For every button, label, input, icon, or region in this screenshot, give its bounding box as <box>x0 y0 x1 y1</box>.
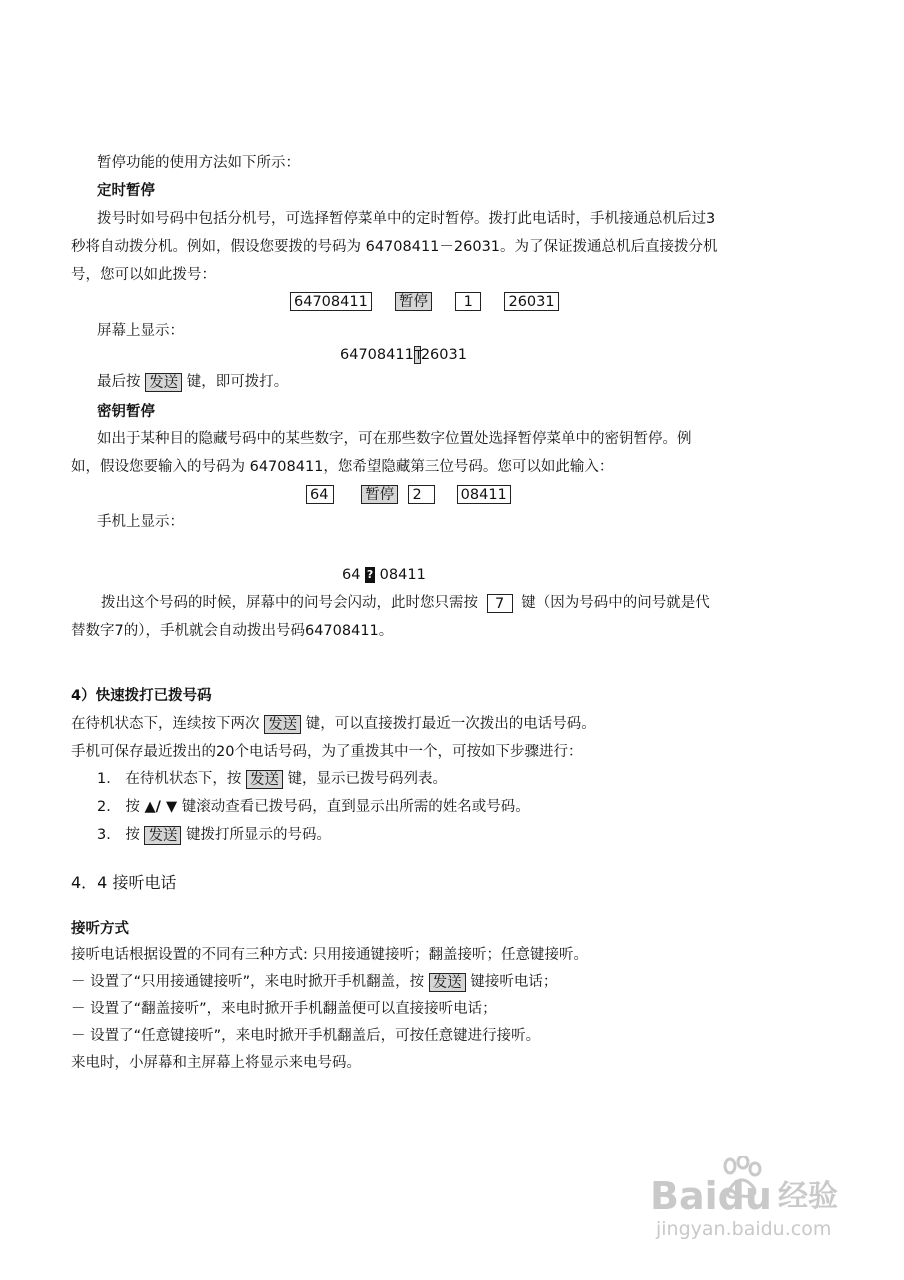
timed-pause-line-3: 号，您可以如此拨号： <box>71 267 216 283</box>
key-pause-line-1: 如出于某种目的隐藏号码中的某些数字，可在那些数字位置处选择暂停菜单中的密钥暂停。例 <box>97 431 692 447</box>
key-extension: 26031 <box>504 292 558 311</box>
timed-pause-line-1: 拨号时如号码中包括分机号，可选择暂停菜单中的定时暂停。拨打此电话时，手机接通总机后过3 <box>97 211 716 227</box>
screen-shows-label: 屏幕上显示： <box>97 323 184 339</box>
key-number-main: 64708411 <box>290 292 372 311</box>
key-pause-line-2: 如，假设您要输入的号码为 64708411，您希望隐藏第三位号码。您可以如此输入： <box>71 459 614 475</box>
send-key: 发送 <box>429 973 466 992</box>
quick-redial-heading: 4）快速拨打已拨号码 <box>71 688 212 704</box>
answer-intro: 接听电话根据设置的不同有三种方式: 只用接通键接听；翻盖接听；任意键接听。 <box>71 947 588 963</box>
baidu-watermark <box>650 1160 860 1240</box>
key-seven: 7 <box>487 594 513 613</box>
key-prefix: 64 <box>306 485 334 504</box>
watermark-brand-cn: 经验 <box>778 1179 838 1214</box>
quick-redial-line-2: 手机可保存最近拨出的20个电话号码，为了重拨其中一个，可按如下步骤进行： <box>71 744 583 760</box>
key-pause-sequence <box>306 484 511 504</box>
key-pause-heading: 密钥暂停 <box>97 404 155 420</box>
send-key: 发送 <box>144 826 181 845</box>
key-suffix: 08411 <box>457 485 511 504</box>
answer-item-1: － 设置了“只用接通键接听”，来电时掀开手机翻盖，按 发送 键接听电话； <box>71 974 558 991</box>
quick-redial-line-1: 在待机状态下，连续按下两次 发送 键，可以直接拨打最近一次拨出的电话号码。 <box>71 716 596 733</box>
timed-screen-display <box>340 345 467 365</box>
final-send-line: 最后按 发送 键，即可拨打。 <box>97 374 289 391</box>
answer-item-3: － 设置了“任意键接听”，来电时掀开手机翻盖后，可按任意键进行接听。 <box>71 1028 541 1044</box>
answer-item-2: － 设置了“翻盖接听”，来电时掀开手机翻盖便可以直接接听电话； <box>71 1001 497 1017</box>
send-key: 发送 <box>145 373 182 392</box>
send-key: 发送 <box>246 770 283 789</box>
key-two: 2 <box>408 485 435 504</box>
watermark-brand-a: Bai <box>650 1174 718 1218</box>
question-mark-icon: ? <box>366 568 374 581</box>
redial-step-2: 2． 按 ▲/ ▼ 键滚动查看已拨号码，直到显示出所需的姓名或号码。 <box>97 799 530 815</box>
answer-section-title: 4．4 接听电话 <box>71 873 177 892</box>
pause-intro: 暂停功能的使用方法如下所示： <box>97 155 300 171</box>
key-pause: 暂停 <box>361 485 398 504</box>
timed-pause-heading: 定时暂停 <box>97 183 155 199</box>
timed-pause-line-2: 秒将自动拨分机。例如，假设您要拨的号码为 64708411－26031。为了保证拨通总机后直接拨分机 <box>71 239 718 255</box>
display-extension: 26031 <box>420 347 467 363</box>
redial-step-1: 1． 在待机状态下，按 发送 键，显示已拨号码列表。 <box>97 771 448 788</box>
send-key: 发送 <box>264 715 301 734</box>
dial-instruction-line-1: 拨出这个号码的时候，屏幕中的问号会闪动，此时您只需按 7 键（因为号码中的问号就是代 <box>101 595 710 612</box>
timed-pause-cursor-icon: T <box>414 348 423 362</box>
phone-shows-label: 手机上显示： <box>97 514 184 530</box>
watermark-brand-b: du <box>717 1174 772 1218</box>
key-pause: 暂停 <box>395 292 432 311</box>
display-main-number: 64708411 <box>340 347 414 363</box>
answer-closing: 来电时，小屏幕和主屏幕上将显示来电号码。 <box>71 1055 361 1071</box>
answer-method-heading: 接听方式 <box>71 921 129 937</box>
watermark-url: jingyan.baidu.com <box>656 1218 832 1240</box>
up-down-arrow-icon: ▲/ ▼ <box>144 799 178 815</box>
dial-instruction-line-2: 替数字7的），手机就会自动拨出号码64708411。 <box>71 623 394 639</box>
timed-key-sequence <box>290 291 559 311</box>
key-pause-display: 64 ? 08411 <box>342 567 426 583</box>
key-one: 1 <box>455 292 481 311</box>
redial-step-3: 3． 按 发送 键拨打所显示的号码。 <box>97 827 332 844</box>
